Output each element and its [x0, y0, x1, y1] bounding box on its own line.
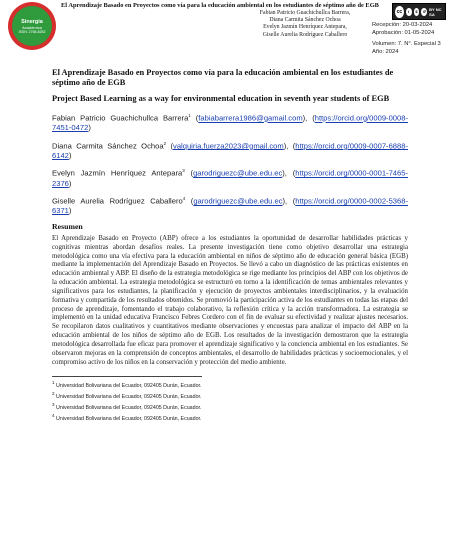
author-name: Diana Carmita Sánchez Ochoa	[52, 141, 164, 151]
running-author: Giselle Aurelia Rodríguez Caballero	[262, 31, 348, 38]
running-author: Fabian Patricio Guachichullca Barrera,	[259, 10, 351, 16]
author-sup: 4	[182, 196, 186, 202]
article-title-en: Project Based Learning as a way for environmental education in seventh year students of EGB	[52, 94, 390, 103]
footnote-sup: 3	[52, 401, 55, 407]
received-date: Recepción: 20-03-2024	[372, 22, 433, 28]
author-orcid-link[interactable]: https://orcid.org/0009-0008-7451-0472	[52, 113, 409, 133]
author-sup: 3	[182, 168, 185, 174]
author-sup: 2	[163, 140, 167, 146]
cc-license-label: BY NC SA	[429, 6, 442, 17]
running-title: El Aprendizaje Basado en Proyectos como vía para la educación ambiental en los estudiantes de séptimo año de EGB	[61, 2, 379, 9]
cc-icon: cc	[395, 6, 404, 18]
page-header	[0, 0, 457, 64]
footnote-sup: 2	[52, 390, 55, 396]
running-author: Diana Carmita Sánchez Ochoa	[269, 17, 341, 24]
author-email-link[interactable]: garodriguezc@ube.edu.ec	[193, 196, 283, 206]
author-name: Fabian Patricio Guachichullca Barrera	[52, 113, 189, 123]
cc-license-badge[interactable]	[392, 3, 446, 20]
footnote	[52, 390, 408, 401]
author-name: Evelyn Jazmín Henríquez Antepara	[52, 168, 183, 178]
author-orcid-link[interactable]: https://orcid.org/0000-0001-7465-2376	[52, 168, 408, 188]
article-content	[52, 68, 408, 423]
by-icon: i	[406, 8, 412, 16]
abstract-text: El Aprendizaje Basado en Proyecto (ABP) ofrece a los estudiantes la oportunidad de desarrollar habilidades prácticas y cognitivas mientras abordan desafíos reales. La presente investigación tiene como objetivo desarrollar una estrategia metodológica como una vía efectiva para la educación ambiental en niños de séptimo año de educación general básica (EGB) mediante la implementación del Aprendizaje Basado en Proyectos. Se llevó a cabo un diagnóstico de las prácticas existentes en educación ambiental y ABP. El diseño de la estrategia metodológica se rige mediante los principios del ABP con los objetivos de la educación ambiental. La estrategia metodológica se estructuró en torno a la identificación de temas ambientales relevantes y significativos para los estudiantes, la planificación y ejecución de proyectos ambientales interdisciplinarios, y la evaluación formativa y compartida de los resultados obtenidos. Se promovió la participación activa de los estudiantes en todas las etapas del proceso de aprendizaje, fomentando el trabajo colaborativo, la reflexión crítica y la acción transformadora. La estrategia se implementó en la unidad educativa Francisco Febres Cordero con el fin de evaluar su efectividad y realizar ajustes necesarios. Se recopilaron datos cualitativos y cuantitativos mediante observaciones y encuestas para analizar el impacto del ABP en la educación ambiental de los niños de séptimo año de EGB. Los resultados de la investigación demostraron que la estrategia metodológica desarrollada fue eficaz para promover el aprendizaje significativo y la conciencia ambiental en los estudiantes. Se observaron mejoras en la comprensión de conceptos ambientales, el desarrollo de habilidades prácticas y socioemocionales, y el compromiso activo de los niños en la conservación y protección del medio ambiente.	[52, 234, 408, 366]
author-entry: Evelyn Jazmín Henríquez Antepara$^3$ (garodriguezc@ube.edu.ec), (https://orcid.org/0000-0001-7465-2376)	[52, 168, 408, 188]
nc-icon: $	[415, 8, 418, 14]
logo-line3: ISSN: 2765-8252	[18, 29, 46, 34]
article-dates	[372, 22, 452, 56]
journal-logo-inner	[12, 6, 52, 46]
footnote	[52, 412, 408, 423]
author-entry: Diana Carmita Sánchez Ochoa$^2$ (valquiria.fuerza2023@gmail.com), (https://orcid.org/0009-0007-6888-6142)	[52, 140, 409, 160]
abstract-heading: Resumen	[52, 221, 83, 231]
article-title-es: El Aprendizaje Basado en Proyectos como vía para la educación ambiental en los estudiantes de séptimo año de EGB	[52, 68, 394, 87]
author-entry: Giselle Aurelia Rodríguez Caballero$^4$ (garodriguezc@ube.edu.ec), (https://orcid.org/0000-0002-5368-6371)	[52, 196, 408, 216]
footnote-sup: 4	[52, 413, 55, 419]
volume-info: Volumen: 7. N°. Especial 3	[372, 41, 441, 47]
journal-logo	[8, 2, 56, 50]
author-name: Giselle Aurelia Rodríguez Caballero	[52, 196, 183, 206]
sa-icon: ↺	[422, 8, 426, 14]
footnote-text: Universidad Bolivariana del Ecuador, 092405 Durán, Ecuador.	[56, 404, 202, 411]
year-info: Año: 2024	[372, 48, 399, 55]
logo-line1: Sinergia	[21, 18, 43, 25]
logo-line2: Académica	[22, 24, 42, 30]
footnote-text: Universidad Bolivariana del Ecuador, 092405 Durán, Ecuador.	[56, 393, 202, 400]
footnote	[52, 379, 408, 390]
author-entry: Fabian Patricio Guachichullca Barrera$^1$ (fabiabarrera1986@gamail.com), (https://orcid.org/0009-0008-7451-0472)	[52, 113, 409, 133]
footnote-text: Universidad Bolivariana del Ecuador, 092405 Durán, Ecuador.	[56, 382, 202, 389]
footnote-sup: 1	[52, 379, 55, 385]
author-email-link[interactable]: garodriguezc@ube.edu.ec	[193, 168, 283, 178]
author-sup: 1	[188, 113, 191, 118]
author-email-link[interactable]: valquiria.fuerza2023@gmail.com	[173, 141, 284, 151]
author-email-link[interactable]: fabiabarrera1986@gamail.com	[198, 113, 303, 123]
running-authors	[230, 10, 380, 39]
footnote	[52, 401, 408, 412]
footnote-divider	[52, 376, 202, 377]
footnote-text: Universidad Bolivariana del Ecuador, 092405 Durán, Ecuador.	[56, 415, 202, 422]
running-author: Evelyn Jazmín Henríquez Antepara,	[263, 24, 347, 31]
author-orcid-link[interactable]: https://orcid.org/0009-0007-6888-6142	[52, 141, 409, 160]
approved-date: Aprobación: 01-05-2024	[372, 29, 435, 36]
author-orcid-link[interactable]: https://orcid.org/0000-0002-5368-6371	[52, 196, 408, 216]
